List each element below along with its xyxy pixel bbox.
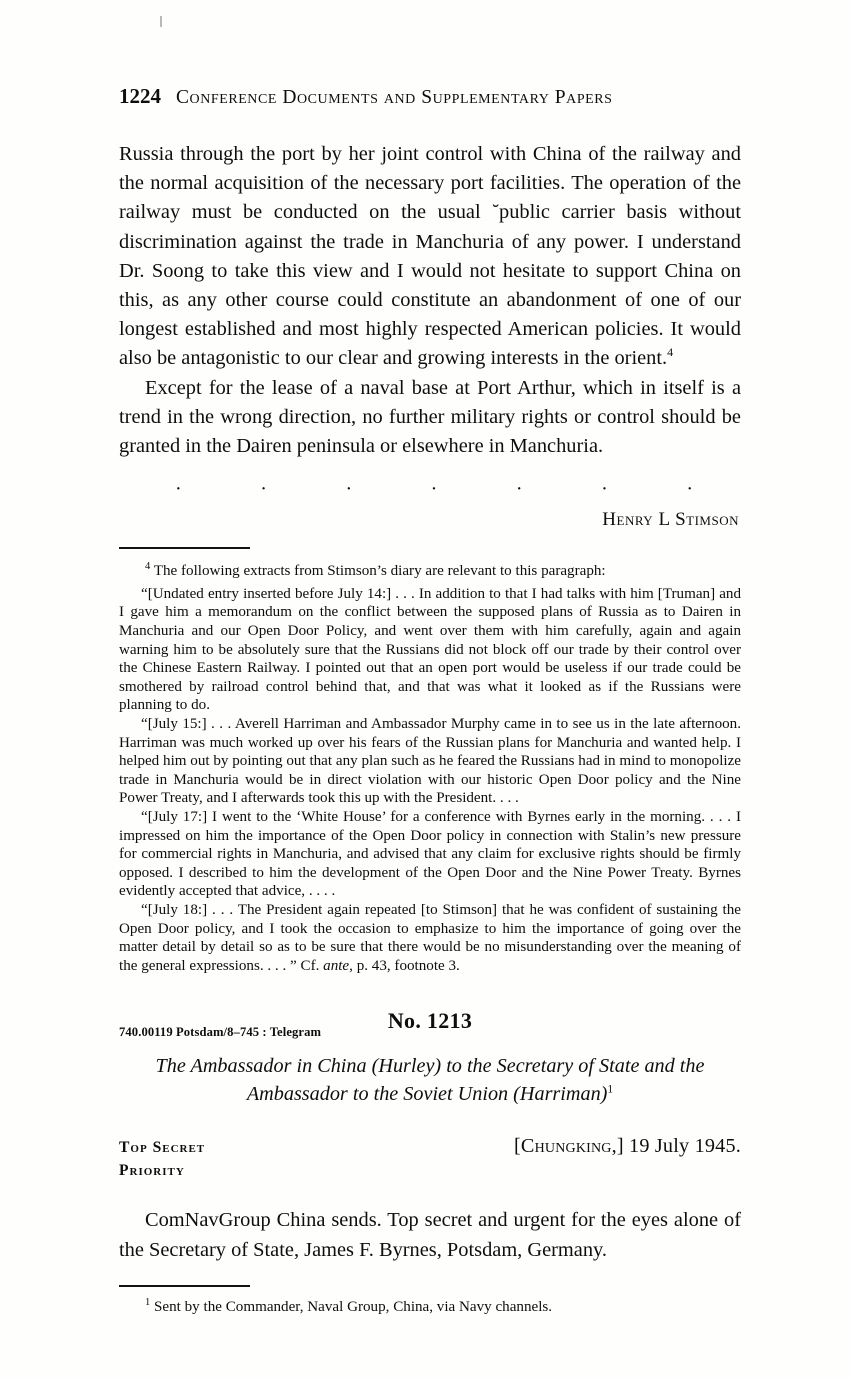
document-title bbox=[119, 1052, 741, 1108]
separator-dot: · bbox=[430, 478, 438, 501]
dateline-date: 19 July 1945. bbox=[629, 1135, 741, 1158]
footnote-4-entry-1: “[Undated entry inserted before July 14:] . . . In addition to that I had talks with him [Truman] and I gave him a memorandum on the conflict between the supposed plans of Russia as to Dairen in Manchuria and our Open Door Policy, and went over them with him carefully, again and again warning him to be absolutely sure that the Russians did not block off our trade by their control over the Chinese Eastern Railway. I pointed out that an open port would be useless if our trade could be smothered by railroad control behind that, and that was what it looked as if the Russians were planning to do. bbox=[119, 585, 741, 714]
signature-line: Henry L Stimson bbox=[602, 509, 739, 531]
footnote-separator-rule bbox=[119, 547, 250, 549]
footnote-4-block bbox=[119, 562, 741, 975]
separator-dot: · bbox=[601, 478, 608, 501]
body-paragraph-1-text: Russia through the port by her joint control with China of the railway and the normal acquisition of the necessary port facilities. The operation of the railway must be conducted on the usual ˘public carrier basis without discrimination against the trade in Manchuria of any power. I understand Dr. Soong to take this view and I would not hesitate to support China on this, as any other course could constitute an abandonment of one of our longest established and most highly respected American policies. It would also be antagonistic to our clear and growing interests in the orient. bbox=[119, 143, 741, 370]
footnote-1-block bbox=[119, 1298, 741, 1317]
classification-priority: Priority bbox=[119, 1162, 185, 1180]
separator-dot: · bbox=[515, 478, 523, 501]
running-head-title: Conference Documents and Supplementary Papers bbox=[176, 87, 613, 108]
cross-reference-suffix: , p. 43, footnote 3. bbox=[349, 957, 460, 974]
dateline bbox=[514, 1135, 741, 1158]
footnote-4-lead bbox=[119, 562, 741, 581]
separator-dot: · bbox=[686, 478, 693, 501]
footnote-4-lead-text: The following extracts from Stimson’s diary are relevant to this paragraph: bbox=[153, 563, 606, 580]
footnote-4-marker: 4 bbox=[145, 561, 151, 573]
page-folio-number: 1224 bbox=[119, 84, 161, 108]
classification-stack bbox=[119, 1136, 205, 1182]
footnote-4-entry-4 bbox=[119, 901, 741, 975]
separator-dot: · bbox=[175, 478, 182, 501]
footnote-1-text: Sent by the Commander, Naval Group, China, via Navy channels. bbox=[154, 1298, 553, 1315]
page-content bbox=[119, 84, 741, 1316]
document-number-heading: No. 1213 bbox=[387, 1008, 473, 1034]
document-title-line-2: Ambassador to the Soviet Union (Harriman) bbox=[246, 1083, 608, 1106]
classification-dateline-row bbox=[119, 1135, 741, 1182]
dot-separator-row bbox=[119, 479, 741, 499]
cross-reference-prefix: Cf. bbox=[300, 957, 324, 974]
footnote-4-entry-2: “[July 15:] . . . Averell Harriman and Ambassador Murphy came in to see us in the late afternoon. Harriman was much worked up over his fears of the Russian plans for Manchuria and wanted help. I helped him out by pointing out that any plan such as he feared the Russians had in mind to monopolize trade in Manchuria would be in direct violation with our historic Open Door policy and the Nine Power Treaty, and I afterwards took this up with the President. . . . bbox=[119, 715, 741, 807]
body-paragraph-2: Except for the lease of a naval base at Port Arthur, which in itself is a trend in the wrong direction, no further military rights or control should be granted in the Dairen peninsula or elsewhere in Manchuria. bbox=[119, 376, 741, 458]
footnote-1-marker: 1 bbox=[145, 1296, 151, 1308]
separator-dot: · bbox=[345, 478, 353, 501]
document-title-line-1: The Ambassador in China (Hurley) to the Secretary of State and the bbox=[155, 1055, 705, 1078]
separator-dot: · bbox=[260, 478, 267, 501]
telegram-body-text: ComNavGroup China sends. Top secret and urgent for the eyes alone of the Secretary of State, James F. Byrnes, Potsdam, Germany. bbox=[119, 1209, 741, 1261]
body-paragraph-1 bbox=[119, 140, 741, 374]
footnote-4-entry-3: “[July 17:] I went to the ‘White House’ for a conference with Byrnes early in the morning. . . . I impressed on him the importance of the Open Door policy in connection with Stalin’s new pressure for commercial rights in Manchuria, and advised that any claim for exclusive rights should be firmly opposed. I described to him the development of the Open Door and the Nine Power Treaty. Byrnes evidently accepted that advice, . . . . bbox=[119, 808, 741, 900]
dateline-place: [Chungking,] bbox=[513, 1135, 624, 1158]
classification-top-secret: Top Secret bbox=[119, 1139, 206, 1157]
scan-artifact bbox=[160, 16, 162, 27]
footnote-reference-4[interactable]: 4 bbox=[667, 345, 674, 360]
footnote-separator-rule-bottom bbox=[119, 1285, 250, 1287]
file-reference-line: 740.00119 Potsdam/8–745 : Telegram bbox=[119, 1025, 322, 1040]
cross-reference-ante: ante bbox=[323, 957, 350, 974]
footnote-4-entry-4-text: “[July 18:] . . . The President again repeated [to Stimson] that he was confident of sustaining the Open Door policy, and I took the occasion to emphasize to him the importance of going over the matter detail by detail so as to be sure that there would be no misunderstanding over the meaning of the general expressions. . . . ” bbox=[119, 901, 741, 974]
running-head bbox=[119, 84, 741, 109]
footnote-reference-1[interactable]: 1 bbox=[607, 1083, 614, 1096]
